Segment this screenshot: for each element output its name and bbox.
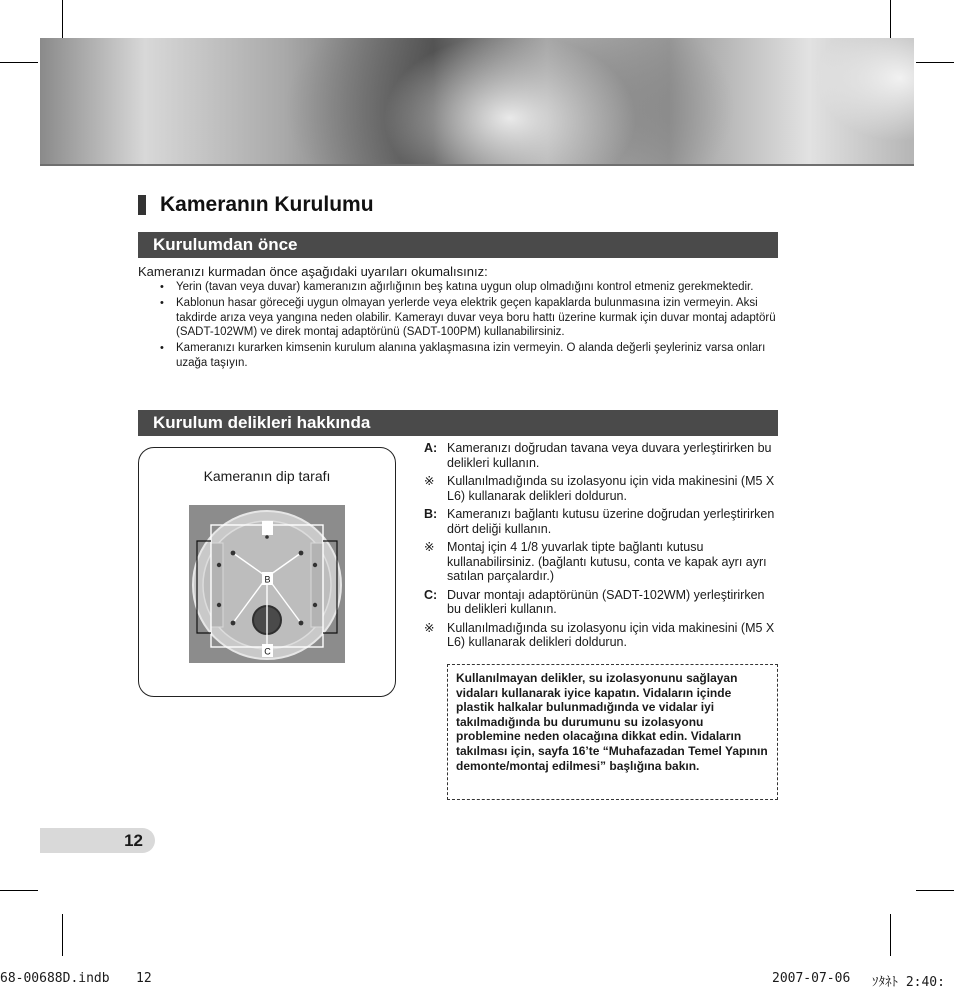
desc-key: C: [424, 587, 438, 602]
crop-mark [0, 890, 38, 891]
footer-filename: 68-00688D.indb [0, 971, 110, 986]
footer-page: 12 [136, 971, 152, 986]
bullet-icon: • [160, 342, 164, 354]
note-mark-icon: ※ [424, 474, 435, 488]
warning-list [158, 280, 780, 372]
footer-time: ｿﾀﾈﾄ 2:40: [872, 975, 945, 990]
desc-note-row [424, 474, 778, 503]
bullet-icon: • [160, 297, 164, 309]
crop-mark [0, 62, 38, 63]
desc-text: Kullanılmadığında su izolasyonu için vida makinesini (M5 X L6) kullanarak delikleri doldurun. [447, 474, 775, 503]
desc-row-a [424, 441, 778, 470]
note-mark-icon: ※ [424, 540, 435, 554]
page-number-tab [40, 828, 155, 853]
footer-date: 2007-07-06 [772, 971, 851, 986]
install-holes-description [424, 441, 778, 654]
header-banner-image [40, 38, 914, 166]
crop-mark [62, 0, 63, 38]
figure-caption: Kameranın dip tarafı [203, 468, 331, 484]
page-title: Kameranın Kurulumu [160, 193, 374, 216]
crop-mark [916, 890, 954, 891]
crop-mark [916, 62, 954, 63]
crop-mark [890, 0, 891, 38]
crop-mark [890, 914, 891, 956]
desc-text: Montaj için 4 1/8 yuvarlak tipte bağlantı kutusu kullanabilirsiniz. (bağlantı kutusu, conta ve kapak ayrı ayrı satılan parçalardır.) [447, 540, 767, 583]
section-header-install-holes: Kurulum delikleri hakkında [138, 410, 778, 436]
camera-bottom-figure [138, 447, 396, 697]
desc-row-b [424, 507, 778, 536]
list-item-text: Yerin (tavan veya duvar) kameranızın ağırlığının beş katına uygun olup olmadığını kontrol etmeniz gerekmektedir. [176, 281, 754, 293]
list-item [158, 296, 780, 340]
label-b: B [264, 574, 271, 585]
notice-box: Kullanılmayan delikler, su izolasyonunu sağlayan vidaları kullanarak iyice kapatın. Vidaların içinde plastik halkalar bulunmadığında ve vidalar iyi takılmadığında bu durumunu su izolasyonu problemine neden olacağına dikkat edin. Vidaların takılması için, sayfa 16’te “Muhafazadan Temel Yapının demonte/montaj edilmesi” başlığına bakın. [447, 664, 778, 800]
list-item [158, 341, 780, 370]
desc-key: B: [424, 507, 438, 521]
bullet-icon: • [160, 281, 164, 293]
desc-text: Kameranızı doğrudan tavana veya duvara yerleştirirken bu delikleri kullanın. [447, 441, 772, 470]
page-heading [138, 193, 374, 217]
desc-text: Kullanılmadığında su izolasyonu için vida makinesini (M5 X L6) kullanarak delikleri doldurun. [447, 620, 775, 649]
section-header-before-install: Kurulumdan önce [138, 232, 778, 258]
desc-text: Duvar montajı adaptörünün (SADT-102WM) yerleştirirken bu delikleri kullanın. [447, 587, 765, 616]
camera-bottom-photo [189, 505, 345, 663]
list-item-text: Kameranızı kurarken kimsenin kurulum alanına yaklaşmasına izin vermeyin. O alanda değerli şeyleriniz varsa onları uzağa taşıyın. [176, 342, 766, 369]
desc-row-c [424, 588, 778, 617]
desc-key: A: [424, 441, 438, 455]
label-c: C [264, 646, 271, 657]
desc-text: Kameranızı bağlantı kutusu üzerine doğrudan yerleştirirken dört deliği kullanın. [447, 507, 775, 536]
desc-note-row [424, 621, 778, 650]
crop-mark [62, 914, 63, 956]
desc-note-row [424, 540, 778, 584]
list-item-text: Kablonun hasar göreceği uygun olmayan yerlerde veya elektrik geçen kapaklarda bulunmasına izin vermeyin. Aksi takdirde arıza veya yangına neden olabilir. Kamerayı duvar veya boru hattı üzerine kurmak için duvar montaj adaptörü (SADT-102WM) ve direk montaj adaptörünü (SADT-100PM) kullanabilirsiniz. [176, 297, 776, 338]
camera-bottom-illustration [189, 505, 345, 663]
page-number: 12 [124, 831, 143, 850]
list-item [158, 280, 780, 295]
heading-marker [138, 195, 146, 215]
note-mark-icon: ※ [424, 620, 435, 635]
intro-text: Kameranızı kurmadan önce aşağıdaki uyarıları okumalısınız: [138, 264, 488, 279]
label-a: A [264, 524, 271, 534]
